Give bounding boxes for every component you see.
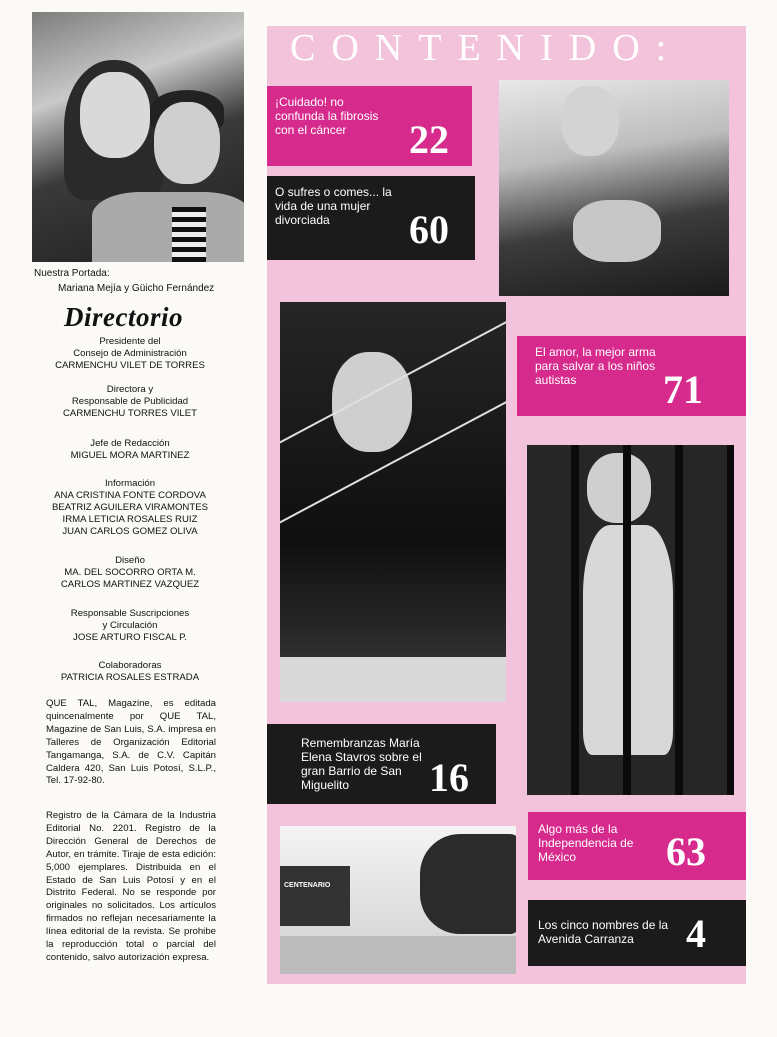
toc-item-page: 4: [686, 911, 706, 956]
directorio-block-colaboradoras: Colaboradoras PATRICIA ROSALES ESTRADA: [60, 660, 200, 683]
toc-item-text: Algo más de la Independencia de México: [538, 822, 634, 864]
toc-item-text: El amor, la mejor arma para salvar a los niños autistas: [535, 345, 656, 387]
directorio-block-suscripciones: Responsable Suscripciones y Circulación JOSE ARTURO FISCAL P.: [70, 608, 190, 643]
cover-caption-label: Nuestra Portada:: [34, 268, 110, 279]
toc-item-text: ¡Cuidado! no confunda la fibrosis con el cáncer: [275, 95, 379, 137]
photo-woman-hands: [499, 80, 729, 296]
toc-item-71[interactable]: [517, 336, 746, 416]
directorio-block-redaccion: Jefe de Redacción MIGUEL MORA MARTINEZ: [70, 438, 190, 461]
toc-item-text: Remembranzas María Elena Stavros sobre el gran Barrio de San Miguelito: [301, 736, 422, 792]
legal-paragraph-2: Registro de la Cámara de la Industria Editorial No. 2201. Registro de la Dirección General de Derechos de Autor, en trámite. Tiraje de esta edición: 5,000 ejemplares. Distribuida en el Estado de San Luis Potosí y en el Distrito Federal. No se responde por originales no solicitados. Los artículos firmados no reflejan necesariamente la línea editorial de la revista. Se prohibe la reproducción total o parcial del contenido, salvo autorización expresa.: [46, 810, 216, 963]
directorio-block-presidente: Presidente del Consejo de Administración CARMENCHU VILET DE TORRES: [55, 336, 205, 371]
street-sign-text: CENTENARIO: [284, 882, 331, 889]
toc-item-16[interactable]: [267, 724, 496, 804]
toc-item-22[interactable]: [267, 86, 472, 166]
toc-item-60[interactable]: [267, 176, 475, 260]
directorio-block-directora: Directora y Responsable de Publicidad CARMENCHU TORRES VILET: [63, 384, 197, 419]
toc-item-page: 71: [663, 367, 703, 412]
photo-child-bars: [527, 445, 734, 795]
toc-item-page: 22: [409, 117, 449, 162]
toc-item-63[interactable]: [528, 812, 746, 880]
legal-paragraph-1: QUE TAL, Magazine, es editada quincenalmente por QUE TAL, Magazine de San Luis, S.A. impresa en Talleres de Organización Editorial Tangamanga, S.A. de C.V. Capitán Caldera 420, San Luis Potosí, S.L.P., Tel. 17-92-80.: [46, 698, 216, 787]
directorio-block-diseno: Diseño MA. DEL SOCORRO ORTA M. CARLOS MARTINEZ VAZQUEZ: [60, 555, 200, 590]
toc-item-text: Los cinco nombres de la Avenida Carranza: [538, 918, 669, 946]
photo-woman-cafe: [280, 302, 506, 702]
cover-photo: [32, 12, 244, 262]
toc-item-page: 63: [666, 829, 706, 874]
toc-item-4[interactable]: [528, 900, 746, 966]
toc-item-page: 16: [429, 755, 469, 800]
cover-caption-names: Mariana Mejía y Güicho Fernández: [58, 283, 215, 294]
toc-item-text: O sufres o comes... la vida de una mujer divorciada: [275, 185, 392, 227]
directorio-block-informacion: Información ANA CRISTINA FONTE CORDOVA BEATRIZ AGUILERA VIRAMONTES IRMA LETICIA ROSALES RUIZ JUAN CARLOS GOMEZ OLIVA: [51, 478, 209, 537]
directorio-title: Directorio: [64, 302, 183, 332]
contenido-title: CONTENIDO:: [290, 27, 683, 69]
photo-street-centenario: [280, 826, 516, 974]
toc-item-page: 60: [409, 207, 449, 252]
